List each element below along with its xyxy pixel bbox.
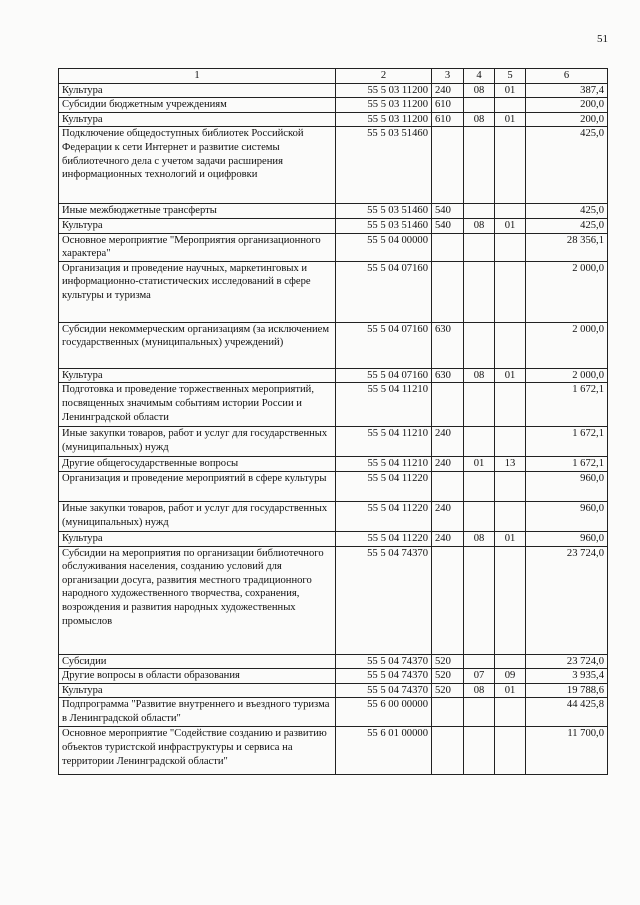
- row-expense-type-cell: [432, 727, 464, 775]
- row-subsection-cell: [495, 98, 526, 113]
- table-row: [59, 322, 608, 368]
- column-header: 6: [526, 69, 608, 84]
- row-section-cell: 01: [464, 457, 495, 472]
- row-section-cell: 08: [464, 112, 495, 127]
- table-row: [59, 204, 608, 219]
- table-row: [59, 127, 608, 204]
- column-header: 3: [432, 69, 464, 84]
- row-expense-type-cell: 240: [432, 501, 464, 531]
- row-code-cell: 55 6 00 00000: [336, 698, 432, 727]
- row-code-cell: 55 5 03 51460: [336, 127, 432, 204]
- header-row: [59, 69, 608, 84]
- row-subsection-cell: [495, 127, 526, 204]
- row-subsection-cell: 13: [495, 457, 526, 472]
- row-name-cell: Субсидии на мероприятия по организации библиотечного обслуживания населения, созданию условий для организации досуга, развития местного традиционного народного художественного творчества, сохранения, возрождения и развития народных художественных промыслов: [59, 546, 336, 654]
- row-amount-cell: 960,0: [526, 471, 608, 501]
- table-row: [59, 471, 608, 501]
- row-expense-type-cell: [432, 127, 464, 204]
- row-amount-cell: 2 000,0: [526, 322, 608, 368]
- row-subsection-cell: [495, 698, 526, 727]
- row-name-cell: Основное мероприятие "Содействие созданию и развитию объектов туристской инфраструктуры и сервиса на территории Ленинградской области": [59, 727, 336, 775]
- row-name-cell: Субсидии: [59, 654, 336, 669]
- row-name-cell: Культура: [59, 218, 336, 233]
- row-name-cell: Подключение общедоступных библиотек Российской Федерации к сети Интернет и развитие системы библиотечного дела с учетом задачи расширения информационных технологий и оцифровки: [59, 127, 336, 204]
- row-amount-cell: 200,0: [526, 98, 608, 113]
- row-expense-type-cell: 610: [432, 98, 464, 113]
- table-row: [59, 83, 608, 98]
- row-amount-cell: 200,0: [526, 112, 608, 127]
- row-amount-cell: 19 788,6: [526, 683, 608, 698]
- row-amount-cell: 23 724,0: [526, 546, 608, 654]
- row-subsection-cell: [495, 546, 526, 654]
- row-section-cell: [464, 233, 495, 261]
- row-subsection-cell: [495, 727, 526, 775]
- table-row: [59, 112, 608, 127]
- row-name-cell: Культура: [59, 368, 336, 383]
- row-code-cell: 55 5 04 07160: [336, 368, 432, 383]
- row-section-cell: 08: [464, 368, 495, 383]
- row-expense-type-cell: [432, 383, 464, 427]
- table-row: [59, 427, 608, 457]
- row-code-cell: 55 5 03 11200: [336, 112, 432, 127]
- row-name-cell: Другие вопросы в области образования: [59, 669, 336, 684]
- row-code-cell: 55 5 04 74370: [336, 683, 432, 698]
- row-section-cell: [464, 261, 495, 322]
- budget-table: [58, 68, 608, 775]
- row-section-cell: [464, 98, 495, 113]
- row-section-cell: [464, 501, 495, 531]
- row-expense-type-cell: [432, 471, 464, 501]
- page-number: 51: [597, 33, 608, 45]
- row-amount-cell: 960,0: [526, 531, 608, 546]
- row-expense-type-cell: [432, 698, 464, 727]
- row-name-cell: Иные закупки товаров, работ и услуг для государственных (муниципальных) нужд: [59, 427, 336, 457]
- row-subsection-cell: [495, 427, 526, 457]
- row-amount-cell: 1 672,1: [526, 457, 608, 472]
- row-name-cell: Субсидии некоммерческим организациям (за исключением государственных (муниципальных) учреждений): [59, 322, 336, 368]
- row-subsection-cell: [495, 471, 526, 501]
- row-subsection-cell: [495, 204, 526, 219]
- row-section-cell: [464, 698, 495, 727]
- row-section-cell: 07: [464, 669, 495, 684]
- row-name-cell: Иные межбюджетные трансферты: [59, 204, 336, 219]
- row-subsection-cell: 09: [495, 669, 526, 684]
- row-name-cell: Культура: [59, 112, 336, 127]
- row-code-cell: 55 5 04 00000: [336, 233, 432, 261]
- row-section-cell: [464, 654, 495, 669]
- row-section-cell: [464, 546, 495, 654]
- row-code-cell: 55 5 04 07160: [336, 261, 432, 322]
- row-code-cell: 55 5 04 11210: [336, 457, 432, 472]
- row-expense-type-cell: [432, 261, 464, 322]
- row-amount-cell: 2 000,0: [526, 261, 608, 322]
- row-amount-cell: 28 356,1: [526, 233, 608, 261]
- row-amount-cell: 44 425,8: [526, 698, 608, 727]
- row-expense-type-cell: 610: [432, 112, 464, 127]
- table-row: [59, 501, 608, 531]
- table-row: [59, 368, 608, 383]
- row-code-cell: 55 5 04 74370: [336, 546, 432, 654]
- row-code-cell: 55 6 01 00000: [336, 727, 432, 775]
- column-header: 1: [59, 69, 336, 84]
- row-code-cell: 55 5 04 11210: [336, 427, 432, 457]
- row-name-cell: Культура: [59, 683, 336, 698]
- row-amount-cell: 23 724,0: [526, 654, 608, 669]
- row-name-cell: Культура: [59, 83, 336, 98]
- row-subsection-cell: [495, 322, 526, 368]
- row-amount-cell: 387,4: [526, 83, 608, 98]
- row-subsection-cell: [495, 261, 526, 322]
- row-subsection-cell: [495, 233, 526, 261]
- row-section-cell: [464, 427, 495, 457]
- row-code-cell: 55 5 04 11220: [336, 471, 432, 501]
- row-expense-type-cell: 240: [432, 531, 464, 546]
- column-header: 2: [336, 69, 432, 84]
- row-expense-type-cell: [432, 233, 464, 261]
- row-expense-type-cell: 520: [432, 669, 464, 684]
- row-section-cell: 08: [464, 218, 495, 233]
- row-expense-type-cell: 240: [432, 83, 464, 98]
- row-subsection-cell: 01: [495, 531, 526, 546]
- table-row: [59, 218, 608, 233]
- row-amount-cell: 425,0: [526, 204, 608, 219]
- row-subsection-cell: [495, 654, 526, 669]
- row-subsection-cell: 01: [495, 683, 526, 698]
- row-section-cell: [464, 383, 495, 427]
- row-expense-type-cell: 630: [432, 368, 464, 383]
- row-name-cell: Другие общегосударственные вопросы: [59, 457, 336, 472]
- row-code-cell: 55 5 03 51460: [336, 218, 432, 233]
- row-code-cell: 55 5 04 74370: [336, 654, 432, 669]
- row-amount-cell: 11 700,0: [526, 727, 608, 775]
- table-row: [59, 654, 608, 669]
- row-amount-cell: 2 000,0: [526, 368, 608, 383]
- row-code-cell: 55 5 03 51460: [336, 204, 432, 219]
- table-row: [59, 457, 608, 472]
- row-code-cell: 55 5 04 11220: [336, 531, 432, 546]
- row-code-cell: 55 5 04 11210: [336, 383, 432, 427]
- row-code-cell: 55 5 04 11220: [336, 501, 432, 531]
- row-name-cell: Иные закупки товаров, работ и услуг для государственных (муниципальных) нужд: [59, 501, 336, 531]
- row-subsection-cell: [495, 501, 526, 531]
- table-row: [59, 698, 608, 727]
- row-expense-type-cell: 240: [432, 457, 464, 472]
- row-expense-type-cell: 520: [432, 654, 464, 669]
- row-name-cell: Подпрограмма "Развитие внутреннего и въездного туризма в Ленинградской области": [59, 698, 336, 727]
- row-expense-type-cell: 540: [432, 218, 464, 233]
- row-section-cell: 08: [464, 531, 495, 546]
- row-expense-type-cell: 520: [432, 683, 464, 698]
- row-expense-type-cell: 240: [432, 427, 464, 457]
- row-name-cell: Организация и проведение мероприятий в сфере культуры: [59, 471, 336, 501]
- row-name-cell: Основное мероприятие "Мероприятия организационного характера": [59, 233, 336, 261]
- row-expense-type-cell: 630: [432, 322, 464, 368]
- row-name-cell: Подготовка и проведение торжественных мероприятий, посвященных значимым событиям истории России и Ленинградской области: [59, 383, 336, 427]
- row-section-cell: [464, 127, 495, 204]
- row-section-cell: [464, 727, 495, 775]
- table-row: [59, 383, 608, 427]
- row-amount-cell: 425,0: [526, 127, 608, 204]
- row-subsection-cell: 01: [495, 83, 526, 98]
- table-row: [59, 669, 608, 684]
- table-row: [59, 531, 608, 546]
- row-expense-type-cell: 540: [432, 204, 464, 219]
- table-row: [59, 727, 608, 775]
- row-name-cell: Культура: [59, 531, 336, 546]
- column-header: 5: [495, 69, 526, 84]
- row-subsection-cell: 01: [495, 112, 526, 127]
- row-code-cell: 55 5 04 74370: [336, 669, 432, 684]
- row-name-cell: Субсидии бюджетным учреждениям: [59, 98, 336, 113]
- row-expense-type-cell: [432, 546, 464, 654]
- row-code-cell: 55 5 03 11200: [336, 98, 432, 113]
- row-name-cell: Организация и проведение научных, маркетинговых и информационно-статистических исследований в сфере культуры и туризма: [59, 261, 336, 322]
- row-subsection-cell: 01: [495, 218, 526, 233]
- row-section-cell: [464, 471, 495, 501]
- row-code-cell: 55 5 03 11200: [336, 83, 432, 98]
- table-row: [59, 98, 608, 113]
- table-row: [59, 261, 608, 322]
- row-section-cell: [464, 204, 495, 219]
- table-row: [59, 546, 608, 654]
- row-subsection-cell: 01: [495, 368, 526, 383]
- row-section-cell: 08: [464, 683, 495, 698]
- row-section-cell: [464, 322, 495, 368]
- table-row: [59, 233, 608, 261]
- row-code-cell: 55 5 04 07160: [336, 322, 432, 368]
- row-amount-cell: 1 672,1: [526, 383, 608, 427]
- row-amount-cell: 425,0: [526, 218, 608, 233]
- row-subsection-cell: [495, 383, 526, 427]
- row-amount-cell: 960,0: [526, 501, 608, 531]
- row-section-cell: 08: [464, 83, 495, 98]
- row-amount-cell: 3 935,4: [526, 669, 608, 684]
- table-row: [59, 683, 608, 698]
- row-amount-cell: 1 672,1: [526, 427, 608, 457]
- column-header: 4: [464, 69, 495, 84]
